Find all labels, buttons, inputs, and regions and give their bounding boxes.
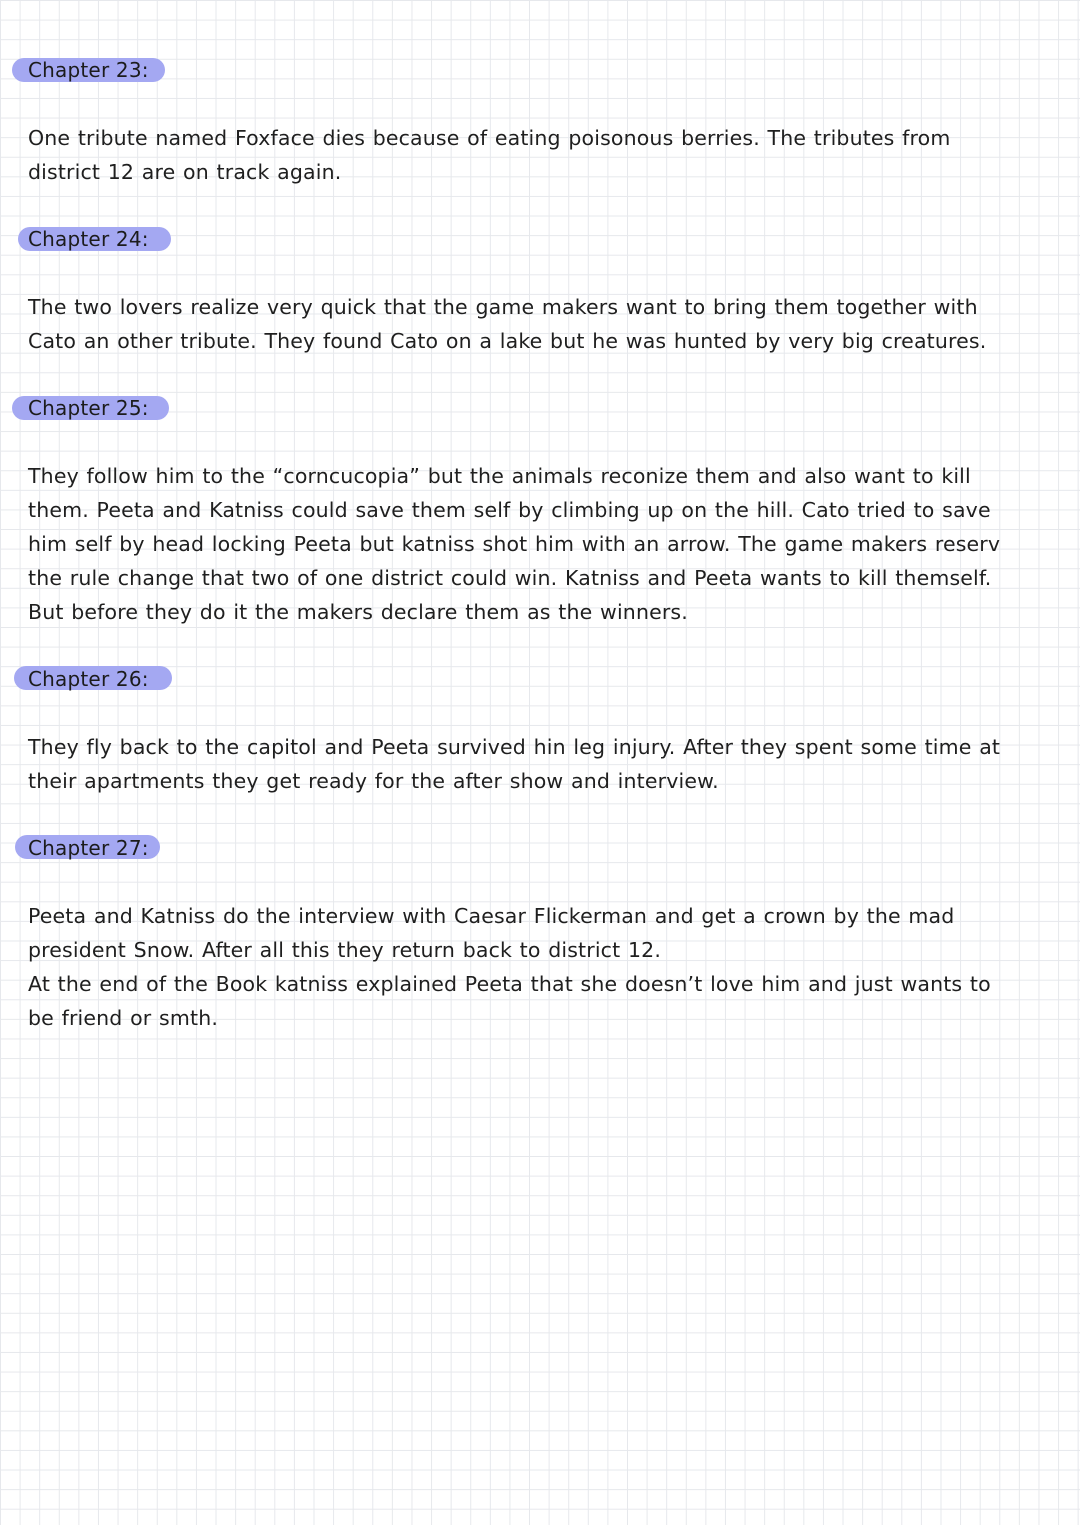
chapter-summary [28,730,1048,798]
text-line: the rule change that two of one district could win. Katniss and Peeta wants to kill themself. [28,566,992,590]
text-line: They fly back to the capitol and Peeta survived hin leg injury. After they spent some time at [28,735,1001,759]
text-line: Cato an other tribute. They found Cato on a lake but he was hunted by very big creatures. [28,329,987,353]
chapter-heading: Chapter 25: [28,396,149,420]
text-line: their apartments they get ready for the after show and interview. [28,769,719,793]
text-line: Peeta and Katniss do the interview with Caesar Flickerman and get a crown by the mad [28,904,955,928]
text-line: them. Peeta and Katniss could save them self by climbing up on the hill. Cato tried to save [28,498,991,522]
text-line: At the end of the Book katniss explained Peeta that she doesn’t love him and just wants to [28,972,991,996]
text-line: They follow him to the “corncucopia” but the animals reconize them and also want to kill [28,464,971,488]
text-line: But before they do it the makers declare them as the winners. [28,600,688,624]
chapter-heading: Chapter 26: [28,667,149,691]
chapter-heading: Chapter 24: [28,227,149,251]
text-line: president Snow. After all this they return back to district 12. [28,938,661,962]
chapter-heading: Chapter 23: [28,58,149,82]
chapter-heading: Chapter 27: [28,836,149,860]
chapter-summary [28,121,1048,189]
text-line: district 12 are on track again. [28,160,342,184]
text-line: him self by head locking Peeta but katniss shot him with an arrow. The game makers reserv [28,532,1001,556]
chapter-summary [28,459,1048,629]
text-line: One tribute named Foxface dies because of eating poisonous berries. The tributes from [28,126,951,150]
chapter-summary [28,899,1048,1035]
text-line: The two lovers realize very quick that the game makers want to bring them together with [28,295,978,319]
chapter-summary [28,290,1048,358]
text-line: be friend or smth. [28,1006,218,1030]
